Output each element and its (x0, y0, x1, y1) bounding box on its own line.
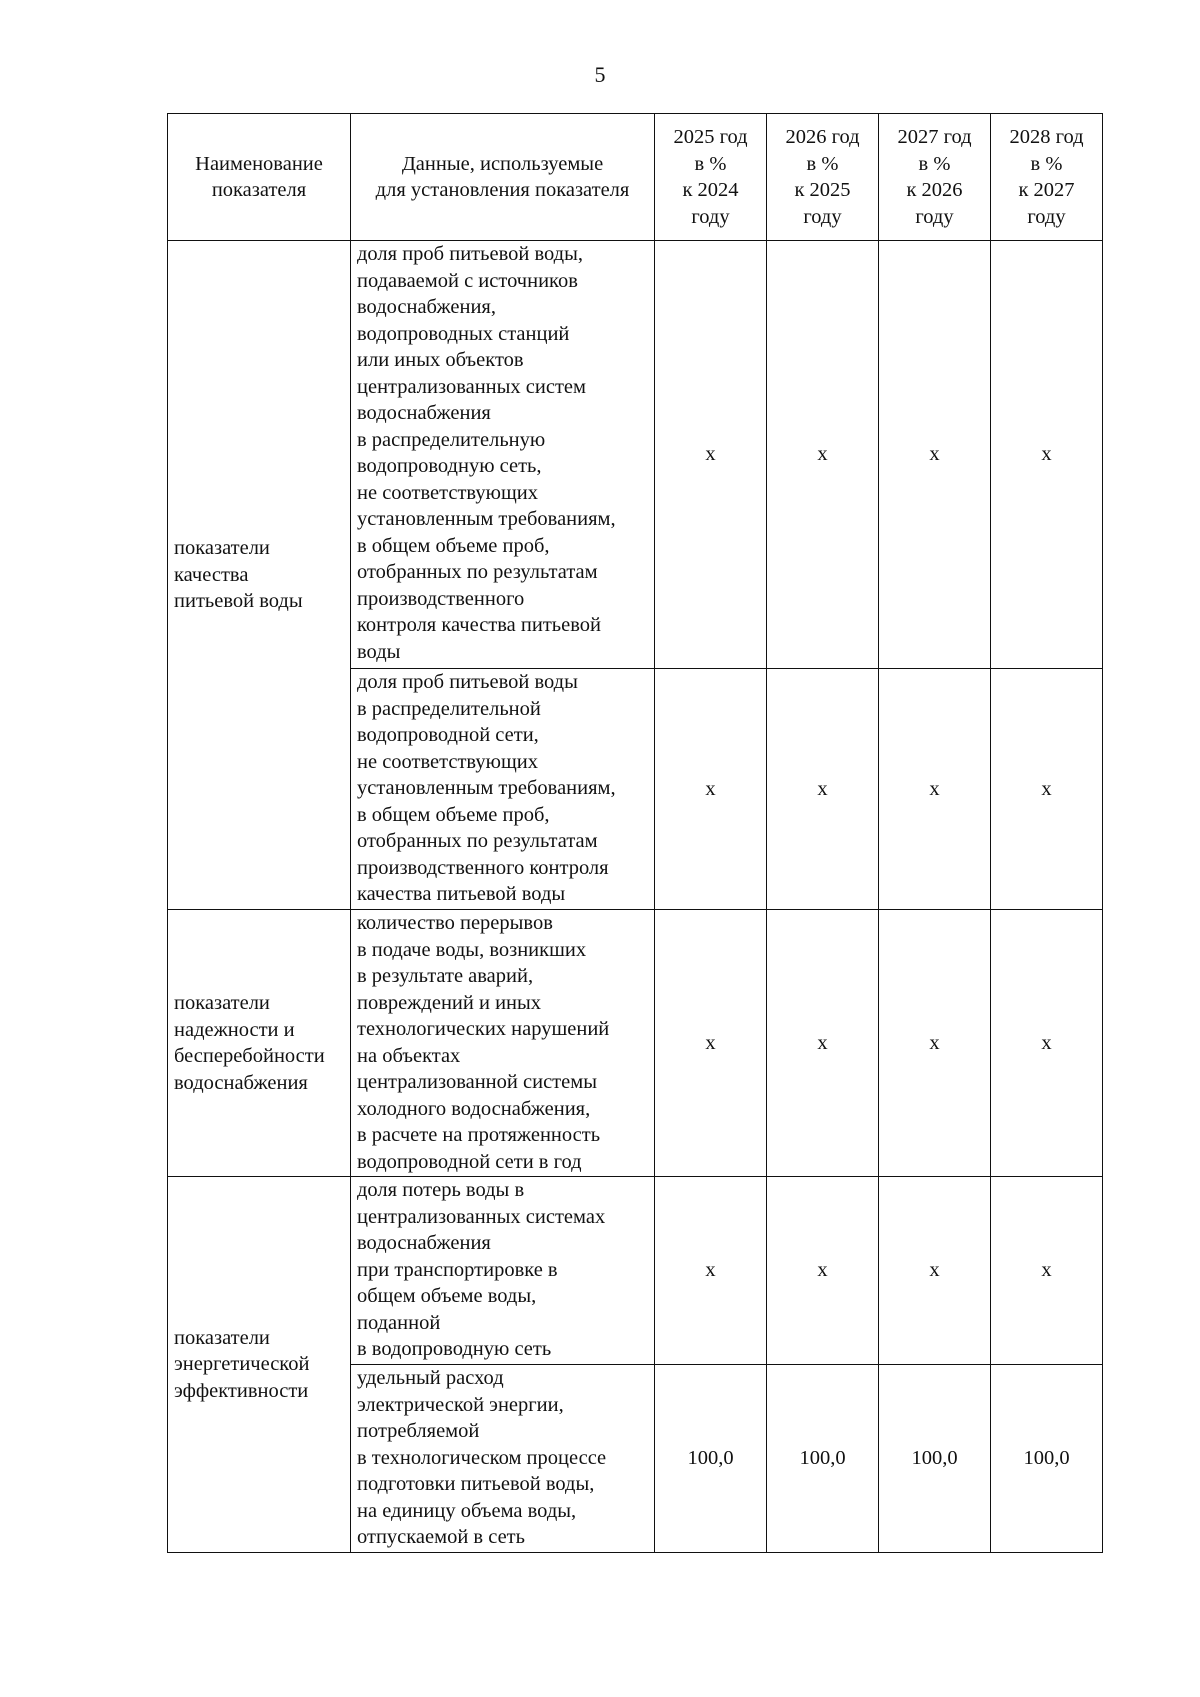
group-name-energy-efficiency: показатели энергетической эффективности (168, 1177, 351, 1553)
header-2027: 2027 год в % к 2026 году (879, 114, 991, 241)
header-data-used: Данные, используемые для установления показателя (351, 114, 655, 241)
value-cell: х (655, 1177, 767, 1365)
value-cell: х (991, 1177, 1103, 1365)
table-row (168, 910, 1103, 1177)
page-number: 5 (594, 62, 606, 87)
header-indicator-name: Наименование показателя (168, 114, 351, 241)
value-cell: х (879, 669, 991, 910)
value-cell: х (879, 241, 991, 669)
header-2025: 2025 год в % к 2024 году (655, 114, 767, 241)
value-cell: х (879, 910, 991, 1177)
value-cell: х (655, 910, 767, 1177)
value-cell: х (767, 1177, 879, 1365)
value-cell: х (991, 669, 1103, 910)
value-cell: 100,0 (655, 1365, 767, 1553)
value-cell: х (655, 669, 767, 910)
table-row (168, 241, 1103, 669)
header-2026: 2026 год в % к 2025 году (767, 114, 879, 241)
row-data-text: доля проб питьевой воды в распределительной водопроводной сети, не соответствующих установленным требованиям, в общем объеме проб, отобранных по результатам производственного контроля качества питьевой воды (351, 669, 655, 910)
table-row (168, 1177, 1103, 1365)
row-data-text: доля потерь воды в централизованных системах водоснабжения при транспортировке в общем объеме воды, поданной в водопроводную сеть (351, 1177, 655, 1365)
value-cell: х (991, 241, 1103, 669)
group-name-water-quality: показатели качества питьевой воды (168, 241, 351, 910)
value-cell: 100,0 (991, 1365, 1103, 1553)
header-2028: 2028 год в % к 2027 году (991, 114, 1103, 241)
row-data-text: количество перерывов в подаче воды, возникших в результате аварий, повреждений и иных технологических нарушений на объектах централизованной системы холодного водоснабжения, в расчете на протяженность водопроводной сети в год (351, 910, 655, 1177)
indicators-table (167, 113, 1103, 1553)
value-cell: х (767, 241, 879, 669)
value-cell: х (991, 910, 1103, 1177)
value-cell: х (879, 1177, 991, 1365)
group-name-reliability: показатели надежности и бесперебойности водоснабжения (168, 910, 351, 1177)
value-cell: 100,0 (767, 1365, 879, 1553)
header-row (168, 114, 1103, 241)
value-cell: х (767, 669, 879, 910)
value-cell: 100,0 (879, 1365, 991, 1553)
value-cell: х (655, 241, 767, 669)
value-cell: х (767, 910, 879, 1177)
row-data-text: удельный расход электрической энергии, потребляемой в технологическом процессе подготовки питьевой воды, на единицу объема воды, отпускаемой в сеть (351, 1365, 655, 1553)
row-data-text: доля проб питьевой воды, подаваемой с источников водоснабжения, водопроводных станций или иных объектов централизованных систем водоснабжения в распределительную водопроводную сеть, не соответствующих установленным требованиям, в общем объеме проб, отобранных по результатам производственного контроля качества питьевой воды (351, 241, 655, 669)
